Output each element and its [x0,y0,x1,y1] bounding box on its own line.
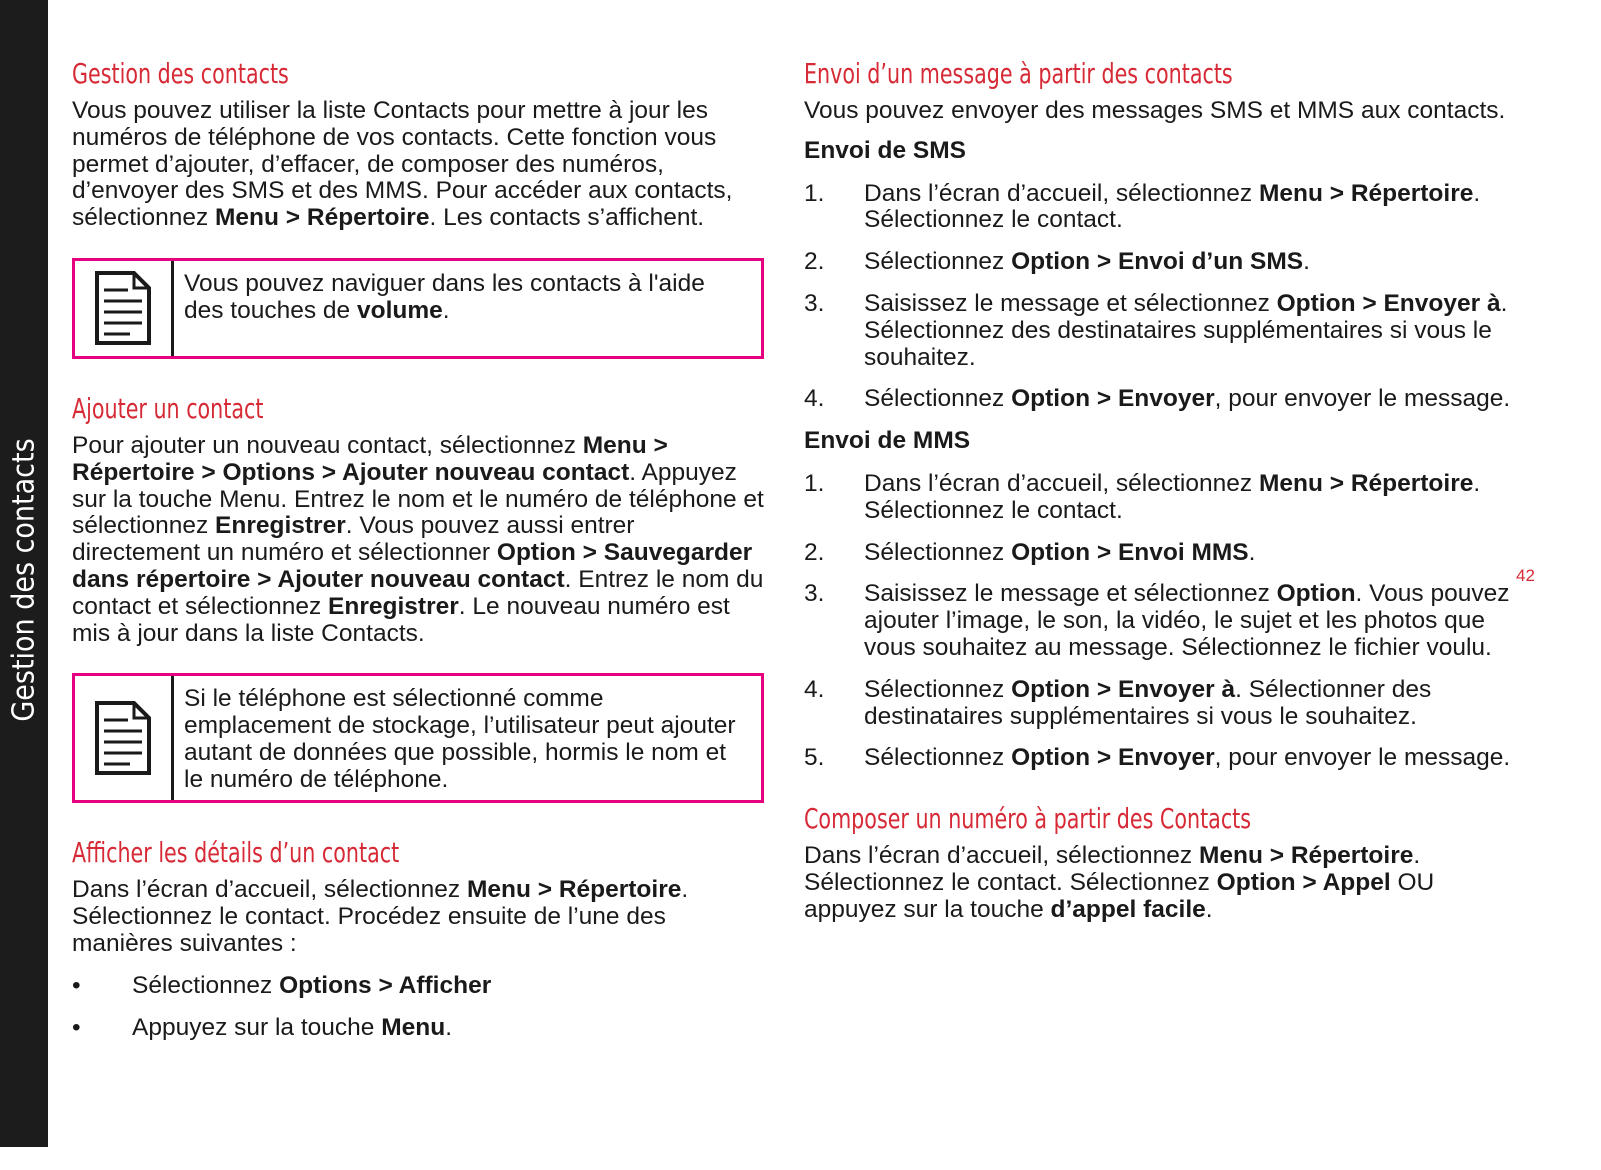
note-text-stockage: Si le téléphone est sélectionné comme emplacement de stockage, l’utilisateur peut ajouter autant de données que possible, hormis le nom et le numéro de téléphone. [184,685,736,793]
section-heading-composer: Composer un numéro à partir des Contacts [804,802,1252,836]
paragraph-ajouter: Pour ajouter un nouveau contact, sélectionnez Menu > Répertoire > Options > Ajouter nouveau contact. Appuyez sur la touche Menu. Entrez le nom et le numéro de téléphone et sélectionnez Enregistrer. Vous pouvez aussi entrer directement un numéro et sélectionner Option > Sauvegarder dans répertoire > Ajouter nouveau contact. Entrez le nom du contact et sélectionnez Enregistrer. Le nouveau numéro est mis à jour dans la liste Contacts. [72,431,764,647]
subheading-sms: Envoi de SMS [804,136,967,164]
section-heading-envoi: Envoi d’un message à partir des contacts [804,57,1233,90]
note-document-icon [94,700,152,776]
side-tab [0,0,48,1147]
list-item: • Sélectionnez Options > Afficher [72,971,492,999]
bullet-list-afficher [72,973,764,1042]
paragraph-envoi: Vous pouvez envoyer des messages SMS et MMS aux contacts. [804,97,1506,124]
list-item: 1. Dans l’écran d’accueil, sélectionnez Menu > Répertoire. Sélectionnez le contact. [804,179,1481,234]
list-item: 5. Sélectionnez Option > Envoyer, pour envoyer le message. [804,744,1511,772]
side-tab-label: Gestion des contacts [6,438,42,722]
note-document-icon [94,270,152,346]
list-item: 3. Saisissez le message et sélectionnez Option. Vous pouvez ajouter l’image, le son, la vidéo, le sujet et les photos que vous souhaitez au message. Sélectionnez le fichier voulu. [804,580,1510,661]
page-number: 42 [1516,566,1535,585]
sms-steps [804,181,1516,414]
mms-steps [804,471,1516,772]
list-item: • Appuyez sur la touche Menu. [72,1013,453,1041]
paragraph-gestion: Vous pouvez utiliser la liste Contacts pour mettre à jour les numéros de téléphone de vos contacts. Cette fonction vous permet d’ajouter, d’effacer, de composer des numéros, d’envoyer des SMS et des MMS. Pour accéder aux contacts, sélectionnez Menu > Répertoire. Les contacts s’affichent. [72,97,733,232]
list-item: 2. Sélectionnez Option > Envoi d’un SMS. [804,248,1310,276]
note-text-volume: Vous pouvez naviguer dans les contacts à l'aide des touches de volume. [184,269,705,324]
list-item: 2. Sélectionnez Option > Envoi MMS. [804,538,1256,566]
list-item: 1. Dans l’écran d’accueil, sélectionnez Menu > Répertoire. Sélectionnez le contact. [804,469,1481,524]
paragraph-composer: Dans l’écran d’accueil, sélectionnez Menu > Répertoire. Sélectionnez le contact. Sélectionnez Option > Appel OU appuyez sur la touche d’appel facile. [804,842,1435,923]
subheading-mms: Envoi de MMS [804,427,971,455]
note-box-volume [72,258,764,359]
note-box-stockage [72,673,764,803]
left-column [72,54,764,1056]
section-heading-afficher: Afficher les détails d’un contact [72,836,400,870]
list-item: 4. Sélectionnez Option > Envoyer, pour envoyer le message. [804,385,1511,413]
section-heading-gestion: Gestion des contacts [72,57,289,90]
list-item: 3. Saisissez le message et sélectionnez Option > Envoyer à. Sélectionnez des destinataires supplémentaires si vous le souhaitez. [804,289,1508,371]
section-heading-ajouter: Ajouter un contact [72,391,264,425]
right-column [804,54,1516,924]
paragraph-afficher: Dans l’écran d’accueil, sélectionnez Menu > Répertoire. Sélectionnez le contact. Procédez ensuite de l’une des manières suivantes : [72,876,689,957]
list-item: 4. Sélectionnez Option > Envoyer à. Sélectionner des destinataires supplémentaires si vous le souhaitez. [804,675,1432,730]
